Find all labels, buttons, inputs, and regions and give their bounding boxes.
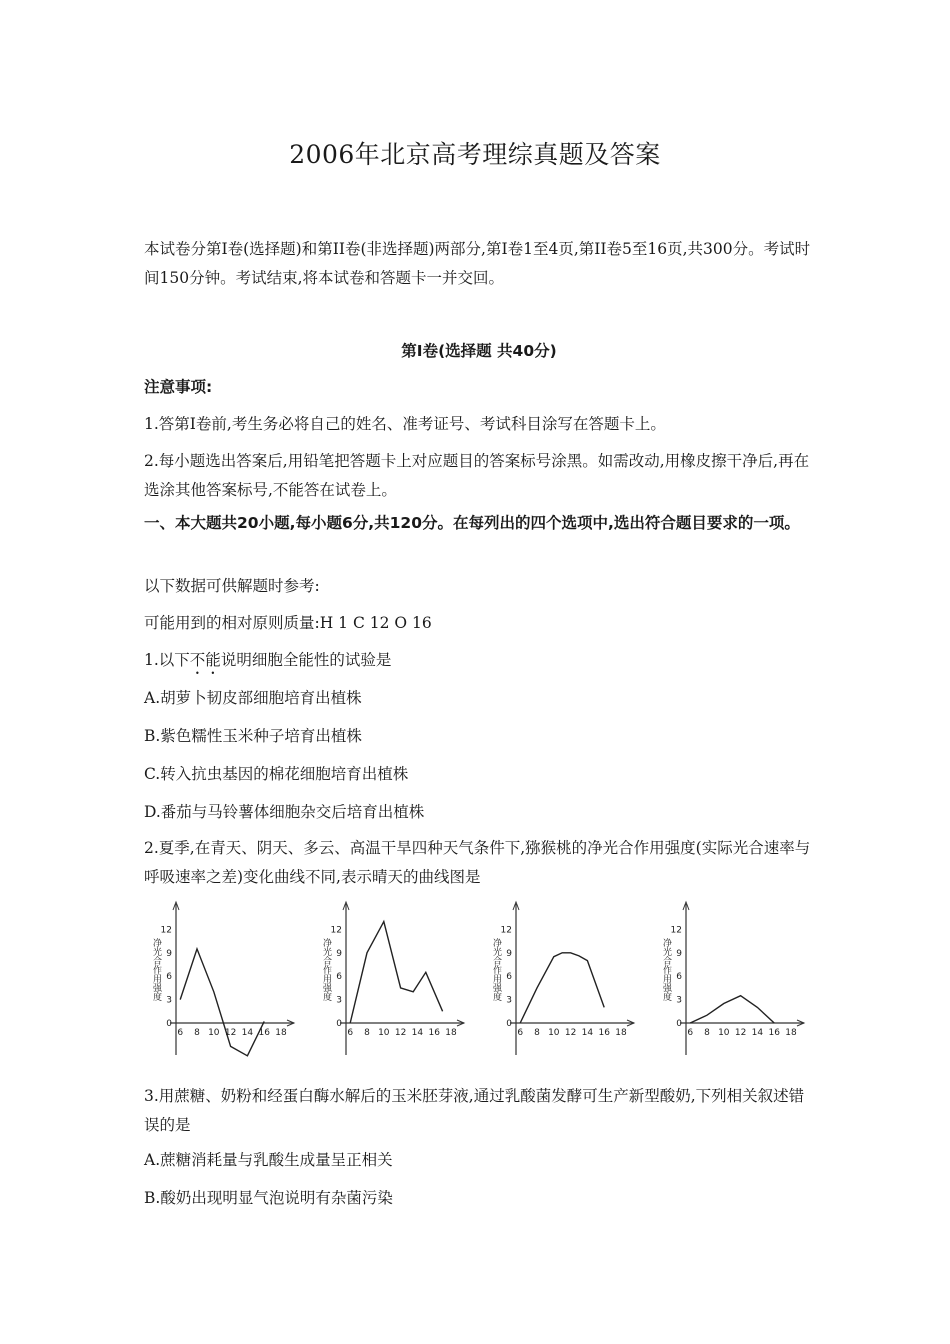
y-tick-label: 12 [500, 925, 512, 936]
y-tick-label: 3 [676, 995, 682, 1006]
x-tick-label: 16 [768, 1028, 780, 1038]
atomic-mass-line: 可能用到的相对原则质量:H 1 C 12 O 16 [144, 614, 432, 632]
x-tick-label: 6 [347, 1028, 354, 1038]
x-tick-label: 10 [378, 1028, 390, 1038]
x-tick-label: 16 [428, 1028, 440, 1038]
x-tick-label: 8 [704, 1028, 710, 1038]
question-1-option-d: D.番茄与马铃薯体细胞杂交后培育出植株 [144, 803, 425, 821]
y-tick-label: 3 [336, 995, 342, 1006]
question-1-option-a: A.胡萝卜韧皮部细胞培育出植株 [144, 689, 362, 707]
x-tick-label: 18 [445, 1028, 457, 1038]
x-tick-label: 14 [411, 1028, 424, 1038]
x-tick-label: 18 [275, 1028, 287, 1038]
y-tick-label: 6 [166, 972, 172, 983]
q1-suffix: 说明细胞全能性的试验是 [220, 651, 392, 669]
section-title: 第Ⅰ卷(选择题 共40分) [401, 342, 557, 360]
y-tick-label: 9 [166, 948, 172, 959]
x-tick-label: 18 [615, 1028, 627, 1038]
x-tick-label: 6 [687, 1028, 694, 1038]
x-tick-label: 16 [598, 1028, 610, 1038]
x-tick-label: 10 [718, 1028, 730, 1038]
notice-item-1: 1.答第Ⅰ卷前,考生务必将自己的姓名、准考证号、考试科目涂写在答题卡上。 [144, 415, 666, 433]
chart-1 [151, 902, 294, 1056]
q1-emphasis: 不能 [189, 651, 221, 669]
notice-heading: 注意事项: [144, 378, 213, 396]
chart-2 [321, 902, 464, 1055]
series-line [350, 922, 442, 1023]
chart-3 [491, 902, 634, 1055]
question-3-stem: 3.用蔗糖、奶粉和经蛋白酶水解后的玉米胚芽液,通过乳酸菌发酵可生产新型酸奶,下列相关叙述错误的是 [144, 1087, 805, 1134]
q1-prefix: 1.以下 [144, 651, 190, 669]
x-tick-label: 12 [734, 1028, 747, 1038]
reference-line: 以下数据可供解题时参考: [144, 577, 320, 595]
question-3-option-a: A.蔗糖消耗量与乳酸生成量呈正相关 [144, 1151, 393, 1169]
part-heading: 一、本大题共20小题,每小题6分,共120分。在每列出的四个选项中,选出符合题目要求的一项。 [144, 514, 800, 532]
x-tick-label: 14 [581, 1028, 594, 1038]
x-tick-label: 18 [785, 1028, 797, 1038]
y-tick-label: 9 [336, 948, 342, 959]
y-tick-label: 3 [166, 995, 172, 1006]
y-axis-label: 净光合作用强度 [661, 938, 671, 1001]
series-line [690, 996, 774, 1023]
question-2-charts [140, 898, 820, 1058]
notice-item-2: 2.每小题选出答案后,用铅笔把答题卡上对应题目的答案标号涂黑。如需改动,用橡皮擦干净后,再在选涂其他答案标号,不能答在试卷上。 [144, 452, 810, 499]
y-tick-label: 3 [506, 995, 512, 1006]
y-tick-label: 12 [670, 925, 682, 936]
question-2-stem: 2.夏季,在青天、阴天、多云、高温干旱四种天气条件下,猕猴桃的净光合作用强度(实际光合速率与呼吸速率之差)变化曲线不同,表示晴天的曲线图是 [144, 839, 811, 886]
x-tick-label: 8 [534, 1028, 540, 1038]
x-tick-label: 16 [258, 1028, 270, 1038]
y-tick-label: 12 [330, 925, 342, 936]
x-tick-label: 10 [208, 1028, 220, 1038]
x-tick-label: 6 [177, 1028, 184, 1038]
series-line [180, 949, 264, 1056]
y-tick-label: 6 [676, 972, 682, 983]
page-title: 2006年北京高考理综真题及答案 [289, 140, 661, 169]
y-tick-label: 0 [336, 1019, 342, 1029]
question-3-option-b: B.酸奶出现明显气泡说明有杂菌污染 [144, 1189, 393, 1207]
y-tick-label: 9 [506, 948, 512, 959]
y-tick-label: 9 [676, 948, 682, 959]
question-1-option-b: B.紫色糯性玉米种子培育出植株 [144, 727, 362, 745]
series-line [520, 953, 604, 1023]
y-tick-label: 12 [160, 925, 172, 936]
question-1-option-c: C.转入抗虫基因的棉花细胞培育出植株 [144, 765, 409, 783]
intro-paragraph: 本试卷分第Ⅰ卷(选择题)和第II卷(非选择题)两部分,第Ⅰ卷1至4页,第II卷5至16页,共300分。考试时间150分钟。考试结束,将本试卷和答题卡一并交回。 [144, 240, 811, 287]
y-axis-label: 净光合作用强度 [491, 938, 501, 1001]
y-axis-label: 净光合作用强度 [151, 938, 161, 1001]
x-tick-label: 12 [394, 1028, 407, 1038]
x-tick-label: 10 [548, 1028, 560, 1038]
question-1-stem [144, 646, 814, 678]
x-tick-label: 12 [224, 1028, 237, 1038]
y-axis-label: 净光合作用强度 [321, 938, 331, 1001]
y-tick-label: 0 [166, 1019, 172, 1029]
chart-4 [661, 902, 804, 1055]
y-tick-label: 0 [676, 1019, 682, 1029]
x-tick-label: 14 [241, 1028, 254, 1038]
x-tick-label: 14 [751, 1028, 764, 1038]
x-tick-label: 8 [364, 1028, 370, 1038]
y-tick-label: 6 [506, 972, 512, 983]
x-tick-label: 6 [517, 1028, 524, 1038]
x-tick-label: 12 [564, 1028, 577, 1038]
y-tick-label: 6 [336, 972, 342, 983]
y-tick-label: 0 [506, 1019, 512, 1029]
x-tick-label: 8 [194, 1028, 200, 1038]
